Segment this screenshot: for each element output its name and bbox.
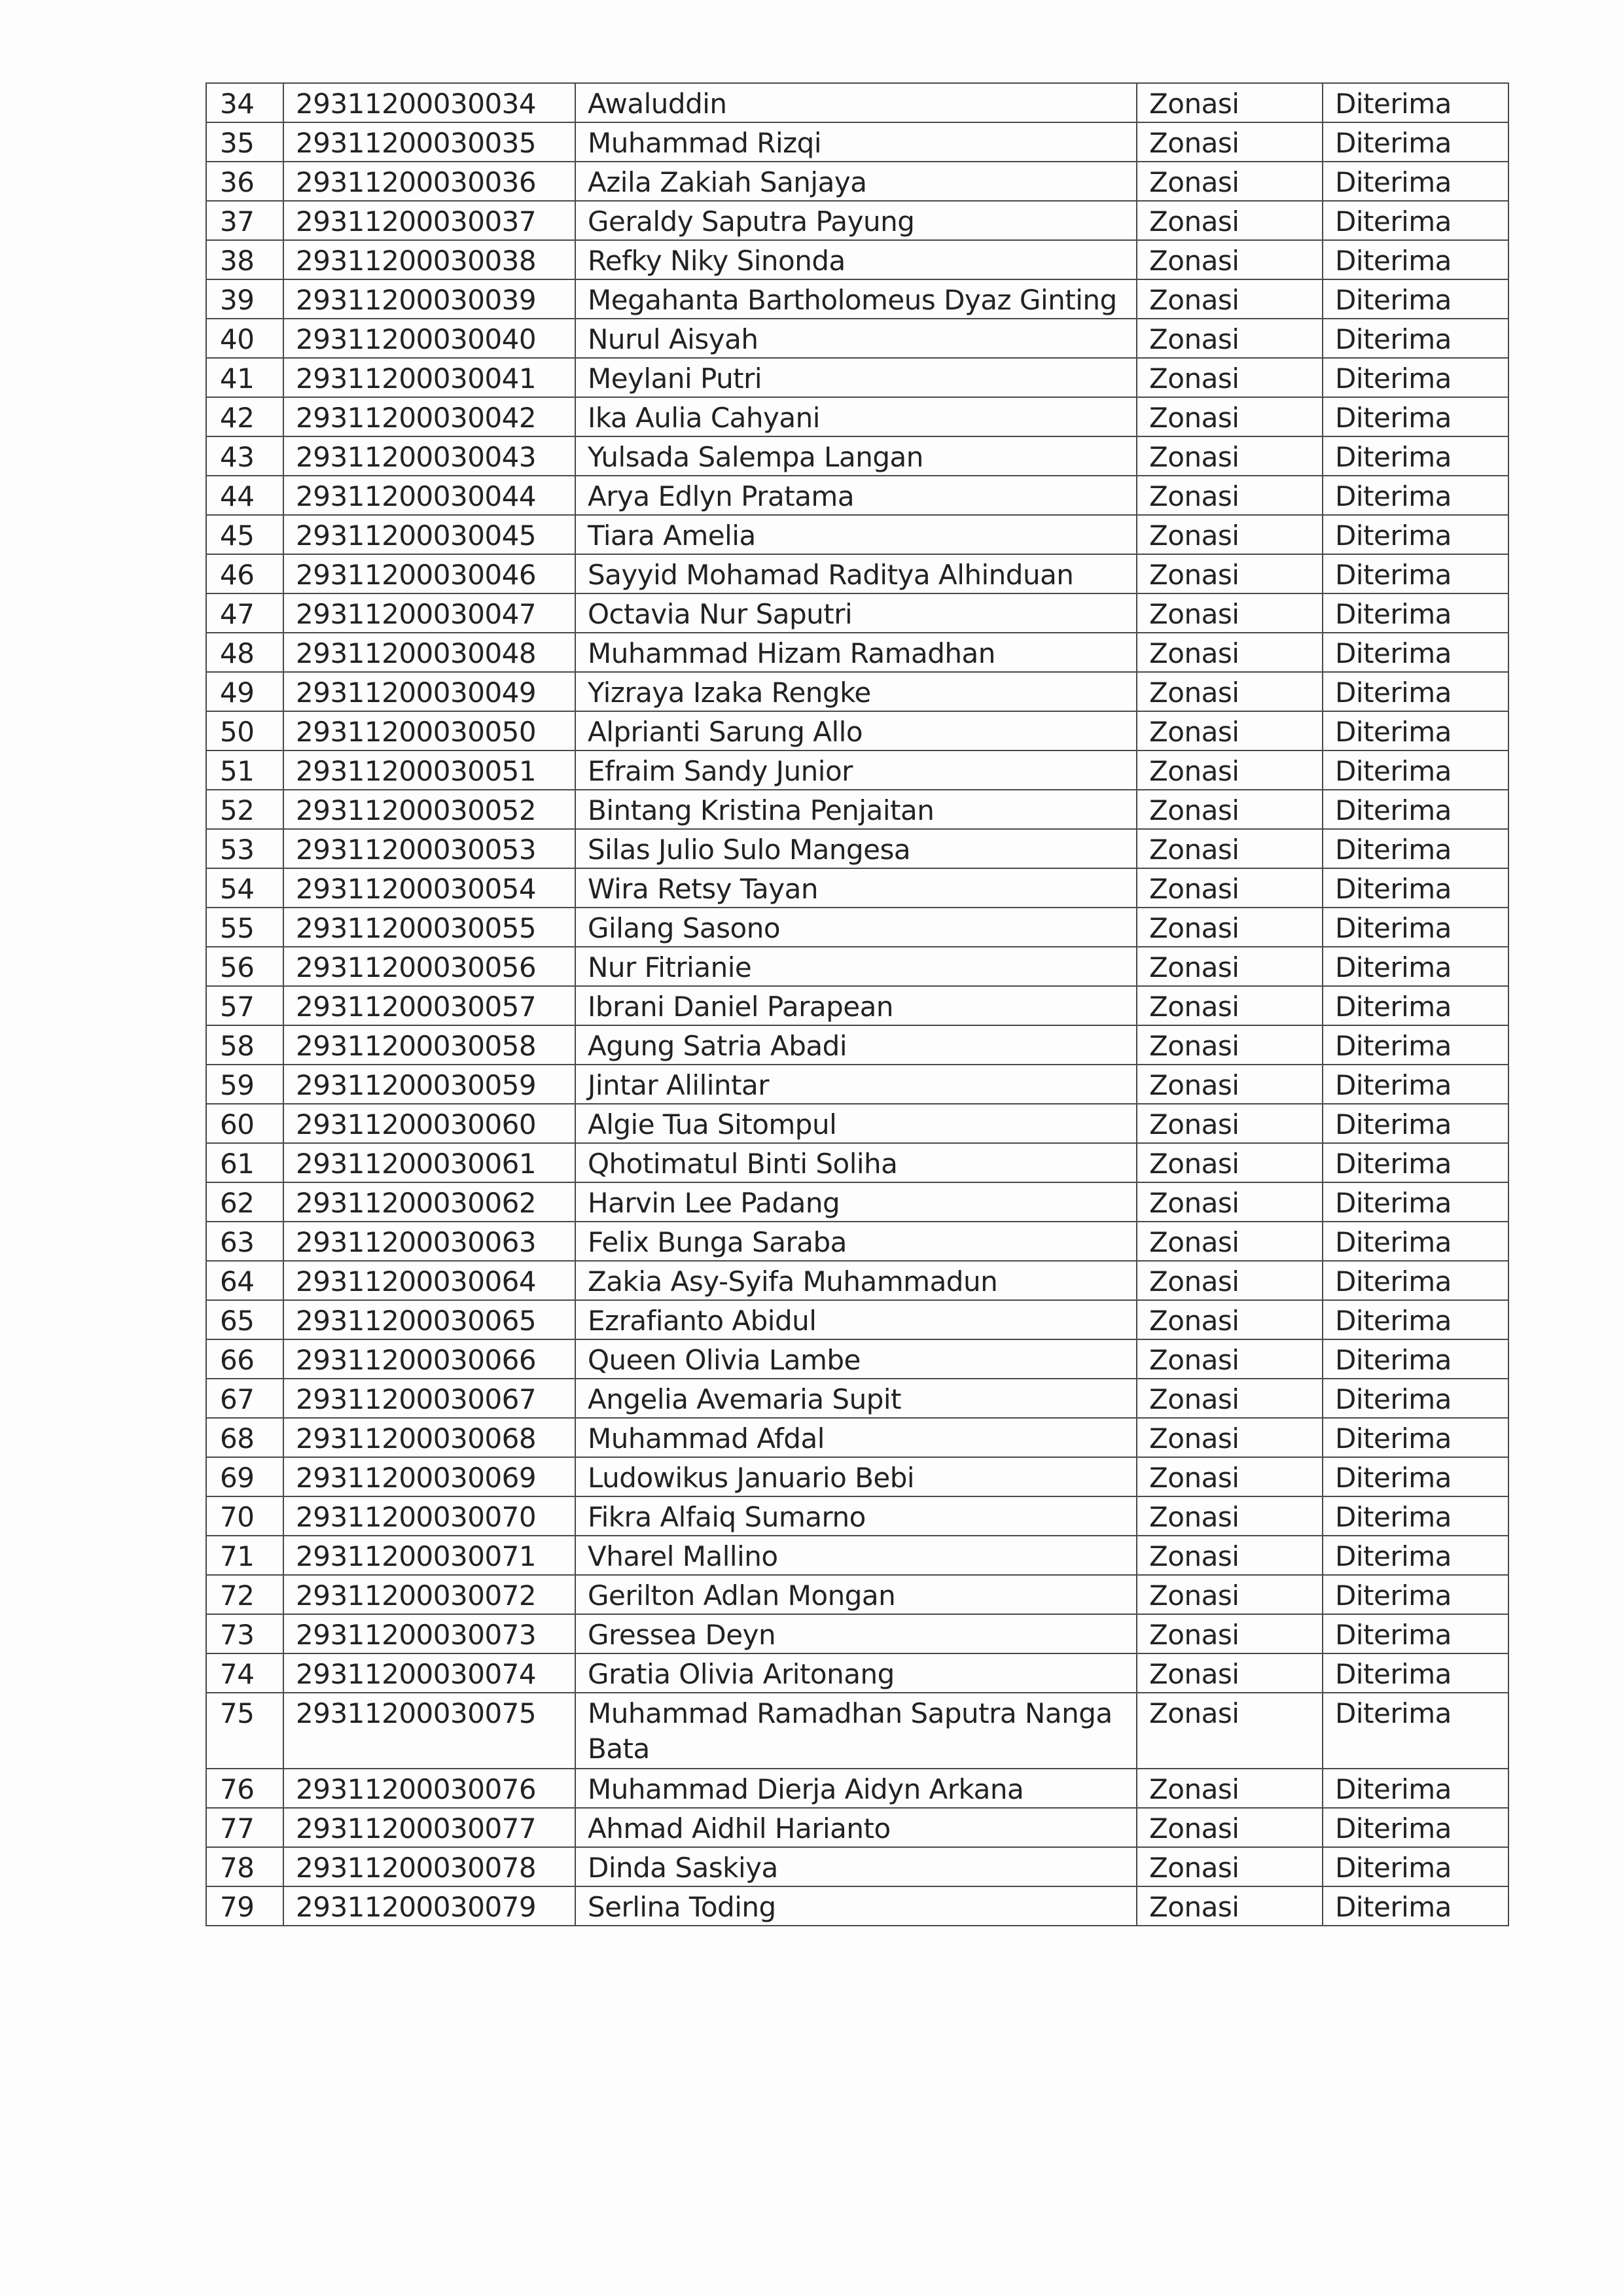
registration-number: 29311200030057	[283, 986, 575, 1025]
table-row	[206, 947, 1508, 986]
table-row	[206, 476, 1508, 515]
student-name: Arya Edlyn Pratama	[575, 476, 1137, 515]
admission-path: Zonasi	[1137, 633, 1323, 672]
table-row	[206, 1418, 1508, 1457]
admission-status: Diterima	[1323, 711, 1508, 751]
row-number: 47	[206, 593, 283, 633]
admission-path: Zonasi	[1137, 279, 1323, 319]
admission-status: Diterima	[1323, 162, 1508, 201]
student-name: Queen Olivia Lambe	[575, 1339, 1137, 1379]
row-number: 64	[206, 1261, 283, 1300]
registration-number: 29311200030047	[283, 593, 575, 633]
admission-path: Zonasi	[1137, 1496, 1323, 1536]
admission-path: Zonasi	[1137, 751, 1323, 790]
registration-number: 29311200030051	[283, 751, 575, 790]
registration-number: 29311200030062	[283, 1182, 575, 1222]
registration-number: 29311200030065	[283, 1300, 575, 1339]
table-row	[206, 162, 1508, 201]
row-number: 45	[206, 515, 283, 554]
student-name: Megahanta Bartholomeus Dyaz Ginting	[575, 279, 1137, 319]
registration-number: 29311200030066	[283, 1339, 575, 1379]
table-row	[206, 397, 1508, 436]
registration-number: 29311200030060	[283, 1104, 575, 1143]
row-number: 68	[206, 1418, 283, 1457]
admission-path: Zonasi	[1137, 201, 1323, 240]
registration-number: 29311200030043	[283, 436, 575, 476]
admission-path: Zonasi	[1137, 1536, 1323, 1575]
admission-status: Diterima	[1323, 358, 1508, 397]
registration-number: 29311200030067	[283, 1379, 575, 1418]
table-row	[206, 633, 1508, 672]
student-name: Yizraya Izaka Rengke	[575, 672, 1137, 711]
admission-path: Zonasi	[1137, 1261, 1323, 1300]
admission-status: Diterima	[1323, 829, 1508, 868]
admission-path: Zonasi	[1137, 672, 1323, 711]
admission-status: Diterima	[1323, 790, 1508, 829]
student-name: Geraldy Saputra Payung	[575, 201, 1137, 240]
admission-path: Zonasi	[1137, 397, 1323, 436]
admission-path: Zonasi	[1137, 1379, 1323, 1418]
admission-path: Zonasi	[1137, 593, 1323, 633]
registration-number: 29311200030042	[283, 397, 575, 436]
table-row	[206, 279, 1508, 319]
registration-number: 29311200030072	[283, 1575, 575, 1614]
admission-status: Diterima	[1323, 83, 1508, 122]
student-name: Muhammad Afdal	[575, 1418, 1137, 1457]
admission-status: Diterima	[1323, 1143, 1508, 1182]
admission-status: Diterima	[1323, 122, 1508, 162]
student-name: Yulsada Salempa Langan	[575, 436, 1137, 476]
admission-status: Diterima	[1323, 279, 1508, 319]
registration-number: 29311200030069	[283, 1457, 575, 1496]
admission-path: Zonasi	[1137, 1143, 1323, 1182]
admission-path: Zonasi	[1137, 476, 1323, 515]
registration-number: 29311200030049	[283, 672, 575, 711]
admission-status: Diterima	[1323, 1496, 1508, 1536]
row-number: 40	[206, 319, 283, 358]
admission-path: Zonasi	[1137, 122, 1323, 162]
admission-status: Diterima	[1323, 476, 1508, 515]
student-name: Ezrafianto Abidul	[575, 1300, 1137, 1339]
admission-path: Zonasi	[1137, 1182, 1323, 1222]
row-number: 61	[206, 1143, 283, 1182]
page-sheet	[205, 82, 1508, 1926]
student-name: Meylani Putri	[575, 358, 1137, 397]
admission-status: Diterima	[1323, 633, 1508, 672]
registration-number: 29311200030070	[283, 1496, 575, 1536]
student-name: Fikra Alfaiq Sumarno	[575, 1496, 1137, 1536]
student-name: Nurul Aisyah	[575, 319, 1137, 358]
table-row	[206, 868, 1508, 908]
student-name: Gressea Deyn	[575, 1614, 1137, 1653]
admission-status: Diterima	[1323, 593, 1508, 633]
table-body	[206, 83, 1508, 1926]
admission-status: Diterima	[1323, 1104, 1508, 1143]
registration-number: 29311200030048	[283, 633, 575, 672]
admission-path: Zonasi	[1137, 83, 1323, 122]
admission-status: Diterima	[1323, 751, 1508, 790]
row-number: 67	[206, 1379, 283, 1418]
registration-number: 29311200030038	[283, 240, 575, 279]
admission-status: Diterima	[1323, 1379, 1508, 1418]
table-row	[206, 1693, 1508, 1769]
student-name: Gilang Sasono	[575, 908, 1137, 947]
registration-number: 29311200030045	[283, 515, 575, 554]
row-number: 56	[206, 947, 283, 986]
registration-number: 29311200030053	[283, 829, 575, 868]
table-row	[206, 1769, 1508, 1808]
table-row	[206, 319, 1508, 358]
registration-number: 29311200030036	[283, 162, 575, 201]
table-row	[206, 1847, 1508, 1886]
admission-path: Zonasi	[1137, 554, 1323, 593]
registration-number: 29311200030044	[283, 476, 575, 515]
admission-path: Zonasi	[1137, 240, 1323, 279]
row-number: 58	[206, 1025, 283, 1065]
table-row	[206, 1182, 1508, 1222]
registration-number: 29311200030077	[283, 1808, 575, 1847]
admission-path: Zonasi	[1137, 1418, 1323, 1457]
admission-status: Diterima	[1323, 1653, 1508, 1693]
table-row	[206, 436, 1508, 476]
student-name: Ahmad Aidhil Harianto	[575, 1808, 1137, 1847]
row-number: 70	[206, 1496, 283, 1536]
row-number: 48	[206, 633, 283, 672]
admission-table	[205, 82, 1509, 1926]
admission-status: Diterima	[1323, 240, 1508, 279]
table-row	[206, 358, 1508, 397]
admission-path: Zonasi	[1137, 1339, 1323, 1379]
admission-status: Diterima	[1323, 868, 1508, 908]
table-row	[206, 1261, 1508, 1300]
registration-number: 29311200030071	[283, 1536, 575, 1575]
student-name: Jintar Alilintar	[575, 1065, 1137, 1104]
row-number: 79	[206, 1886, 283, 1926]
admission-status: Diterima	[1323, 1182, 1508, 1222]
registration-number: 29311200030076	[283, 1769, 575, 1808]
admission-status: Diterima	[1323, 436, 1508, 476]
table-row	[206, 1065, 1508, 1104]
admission-status: Diterima	[1323, 672, 1508, 711]
row-number: 75	[206, 1693, 283, 1769]
student-name: Efraim Sandy Junior	[575, 751, 1137, 790]
registration-number: 29311200030035	[283, 122, 575, 162]
row-number: 50	[206, 711, 283, 751]
admission-status: Diterima	[1323, 1575, 1508, 1614]
admission-path: Zonasi	[1137, 1614, 1323, 1653]
registration-number: 29311200030079	[283, 1886, 575, 1926]
registration-number: 29311200030074	[283, 1653, 575, 1693]
admission-path: Zonasi	[1137, 1693, 1323, 1769]
row-number: 57	[206, 986, 283, 1025]
admission-status: Diterima	[1323, 1339, 1508, 1379]
admission-path: Zonasi	[1137, 1222, 1323, 1261]
row-number: 63	[206, 1222, 283, 1261]
admission-path: Zonasi	[1137, 986, 1323, 1025]
student-name: Octavia Nur Saputri	[575, 593, 1137, 633]
row-number: 72	[206, 1575, 283, 1614]
row-number: 77	[206, 1808, 283, 1847]
admission-status: Diterima	[1323, 554, 1508, 593]
student-name: Silas Julio Sulo Mangesa	[575, 829, 1137, 868]
student-name: Azila Zakiah Sanjaya	[575, 162, 1137, 201]
row-number: 38	[206, 240, 283, 279]
table-row	[206, 1222, 1508, 1261]
table-row	[206, 1300, 1508, 1339]
registration-number: 29311200030050	[283, 711, 575, 751]
admission-status: Diterima	[1323, 1418, 1508, 1457]
row-number: 59	[206, 1065, 283, 1104]
table-row	[206, 986, 1508, 1025]
student-name: Ludowikus Januario Bebi	[575, 1457, 1137, 1496]
admission-path: Zonasi	[1137, 1847, 1323, 1886]
admission-path: Zonasi	[1137, 1300, 1323, 1339]
registration-number: 29311200030073	[283, 1614, 575, 1653]
row-number: 73	[206, 1614, 283, 1653]
admission-path: Zonasi	[1137, 1653, 1323, 1693]
table-row	[206, 908, 1508, 947]
student-name: Muhammad Rizqi	[575, 122, 1137, 162]
table-row	[206, 240, 1508, 279]
admission-status: Diterima	[1323, 1886, 1508, 1926]
table-row	[206, 1379, 1508, 1418]
row-number: 39	[206, 279, 283, 319]
table-row	[206, 1143, 1508, 1182]
student-name: Qhotimatul Binti Soliha	[575, 1143, 1137, 1182]
admission-path: Zonasi	[1137, 1104, 1323, 1143]
table-row	[206, 593, 1508, 633]
student-name: Angelia Avemaria Supit	[575, 1379, 1137, 1418]
registration-number: 29311200030046	[283, 554, 575, 593]
student-name: Awaluddin	[575, 83, 1137, 122]
registration-number: 29311200030056	[283, 947, 575, 986]
admission-status: Diterima	[1323, 201, 1508, 240]
student-name: Muhammad Ramadhan Saputra Nanga Bata	[575, 1693, 1137, 1769]
admission-status: Diterima	[1323, 986, 1508, 1025]
table-row	[206, 711, 1508, 751]
student-name: Wira Retsy Tayan	[575, 868, 1137, 908]
admission-path: Zonasi	[1137, 790, 1323, 829]
registration-number: 29311200030059	[283, 1065, 575, 1104]
admission-path: Zonasi	[1137, 947, 1323, 986]
admission-status: Diterima	[1323, 1065, 1508, 1104]
admission-status: Diterima	[1323, 319, 1508, 358]
registration-number: 29311200030068	[283, 1418, 575, 1457]
student-name: Harvin Lee Padang	[575, 1182, 1137, 1222]
admission-path: Zonasi	[1137, 1769, 1323, 1808]
registration-number: 29311200030063	[283, 1222, 575, 1261]
admission-status: Diterima	[1323, 947, 1508, 986]
admission-path: Zonasi	[1137, 908, 1323, 947]
row-number: 53	[206, 829, 283, 868]
student-name: Zakia Asy-Syifa Muhammadun	[575, 1261, 1137, 1300]
row-number: 76	[206, 1769, 283, 1808]
registration-number: 29311200030054	[283, 868, 575, 908]
student-name: Sayyid Mohamad Raditya Alhinduan	[575, 554, 1137, 593]
table-row	[206, 1496, 1508, 1536]
admission-path: Zonasi	[1137, 1065, 1323, 1104]
registration-number: 29311200030075	[283, 1693, 575, 1769]
admission-status: Diterima	[1323, 908, 1508, 947]
admission-path: Zonasi	[1137, 1025, 1323, 1065]
table-row	[206, 1808, 1508, 1847]
row-number: 34	[206, 83, 283, 122]
student-name: Refky Niky Sinonda	[575, 240, 1137, 279]
row-number: 37	[206, 201, 283, 240]
registration-number: 29311200030064	[283, 1261, 575, 1300]
row-number: 78	[206, 1847, 283, 1886]
row-number: 36	[206, 162, 283, 201]
table-row	[206, 1536, 1508, 1575]
student-name: Alprianti Sarung Allo	[575, 711, 1137, 751]
table-row	[206, 122, 1508, 162]
admission-status: Diterima	[1323, 1693, 1508, 1769]
student-name: Tiara Amelia	[575, 515, 1137, 554]
student-name: Gerilton Adlan Mongan	[575, 1575, 1137, 1614]
admission-path: Zonasi	[1137, 1575, 1323, 1614]
row-number: 43	[206, 436, 283, 476]
student-name: Gratia Olivia Aritonang	[575, 1653, 1137, 1693]
table-row	[206, 201, 1508, 240]
student-name: Nur Fitrianie	[575, 947, 1137, 986]
row-number: 55	[206, 908, 283, 947]
admission-status: Diterima	[1323, 1025, 1508, 1065]
student-name: Bintang Kristina Penjaitan	[575, 790, 1137, 829]
table-row	[206, 1653, 1508, 1693]
table-row	[206, 1614, 1508, 1653]
admission-status: Diterima	[1323, 515, 1508, 554]
row-number: 35	[206, 122, 283, 162]
student-name: Vharel Mallino	[575, 1536, 1137, 1575]
student-name: Dinda Saskiya	[575, 1847, 1137, 1886]
table-row	[206, 1104, 1508, 1143]
admission-path: Zonasi	[1137, 1808, 1323, 1847]
registration-number: 29311200030061	[283, 1143, 575, 1182]
row-number: 42	[206, 397, 283, 436]
table-row	[206, 515, 1508, 554]
student-name: Algie Tua Sitompul	[575, 1104, 1137, 1143]
row-number: 54	[206, 868, 283, 908]
registration-number: 29311200030040	[283, 319, 575, 358]
registration-number: 29311200030055	[283, 908, 575, 947]
registration-number: 29311200030039	[283, 279, 575, 319]
student-name: Ika Aulia Cahyani	[575, 397, 1137, 436]
admission-status: Diterima	[1323, 1457, 1508, 1496]
row-number: 44	[206, 476, 283, 515]
table-row	[206, 1339, 1508, 1379]
admission-path: Zonasi	[1137, 515, 1323, 554]
table-row	[206, 83, 1508, 122]
row-number: 66	[206, 1339, 283, 1379]
registration-number: 29311200030041	[283, 358, 575, 397]
row-number: 46	[206, 554, 283, 593]
admission-status: Diterima	[1323, 1808, 1508, 1847]
student-name: Felix Bunga Saraba	[575, 1222, 1137, 1261]
admission-path: Zonasi	[1137, 358, 1323, 397]
admission-status: Diterima	[1323, 1847, 1508, 1886]
row-number: 71	[206, 1536, 283, 1575]
table-row	[206, 1457, 1508, 1496]
student-name: Muhammad Dierja Aidyn Arkana	[575, 1769, 1137, 1808]
admission-status: Diterima	[1323, 1222, 1508, 1261]
row-number: 52	[206, 790, 283, 829]
admission-status: Diterima	[1323, 1614, 1508, 1653]
admission-path: Zonasi	[1137, 162, 1323, 201]
admission-path: Zonasi	[1137, 829, 1323, 868]
registration-number: 29311200030078	[283, 1847, 575, 1886]
student-name: Serlina Toding	[575, 1886, 1137, 1926]
registration-number: 29311200030037	[283, 201, 575, 240]
registration-number: 29311200030052	[283, 790, 575, 829]
row-number: 49	[206, 672, 283, 711]
admission-status: Diterima	[1323, 1261, 1508, 1300]
student-name: Ibrani Daniel Parapean	[575, 986, 1137, 1025]
table-row	[206, 751, 1508, 790]
admission-path: Zonasi	[1137, 319, 1323, 358]
admission-status: Diterima	[1323, 1769, 1508, 1808]
admission-status: Diterima	[1323, 1300, 1508, 1339]
row-number: 60	[206, 1104, 283, 1143]
table-row	[206, 554, 1508, 593]
row-number: 69	[206, 1457, 283, 1496]
row-number: 41	[206, 358, 283, 397]
row-number: 62	[206, 1182, 283, 1222]
table-row	[206, 1886, 1508, 1926]
table-row	[206, 1025, 1508, 1065]
admission-path: Zonasi	[1137, 1886, 1323, 1926]
admission-status: Diterima	[1323, 397, 1508, 436]
registration-number: 29311200030058	[283, 1025, 575, 1065]
admission-status: Diterima	[1323, 1536, 1508, 1575]
registration-number: 29311200030034	[283, 83, 575, 122]
admission-path: Zonasi	[1137, 436, 1323, 476]
table-row	[206, 790, 1508, 829]
table-row	[206, 829, 1508, 868]
row-number: 65	[206, 1300, 283, 1339]
table-row	[206, 1575, 1508, 1614]
row-number: 74	[206, 1653, 283, 1693]
table-row	[206, 672, 1508, 711]
row-number: 51	[206, 751, 283, 790]
student-name: Muhammad Hizam Ramadhan	[575, 633, 1137, 672]
student-name: Agung Satria Abadi	[575, 1025, 1137, 1065]
admission-path: Zonasi	[1137, 1457, 1323, 1496]
admission-path: Zonasi	[1137, 868, 1323, 908]
admission-path: Zonasi	[1137, 711, 1323, 751]
